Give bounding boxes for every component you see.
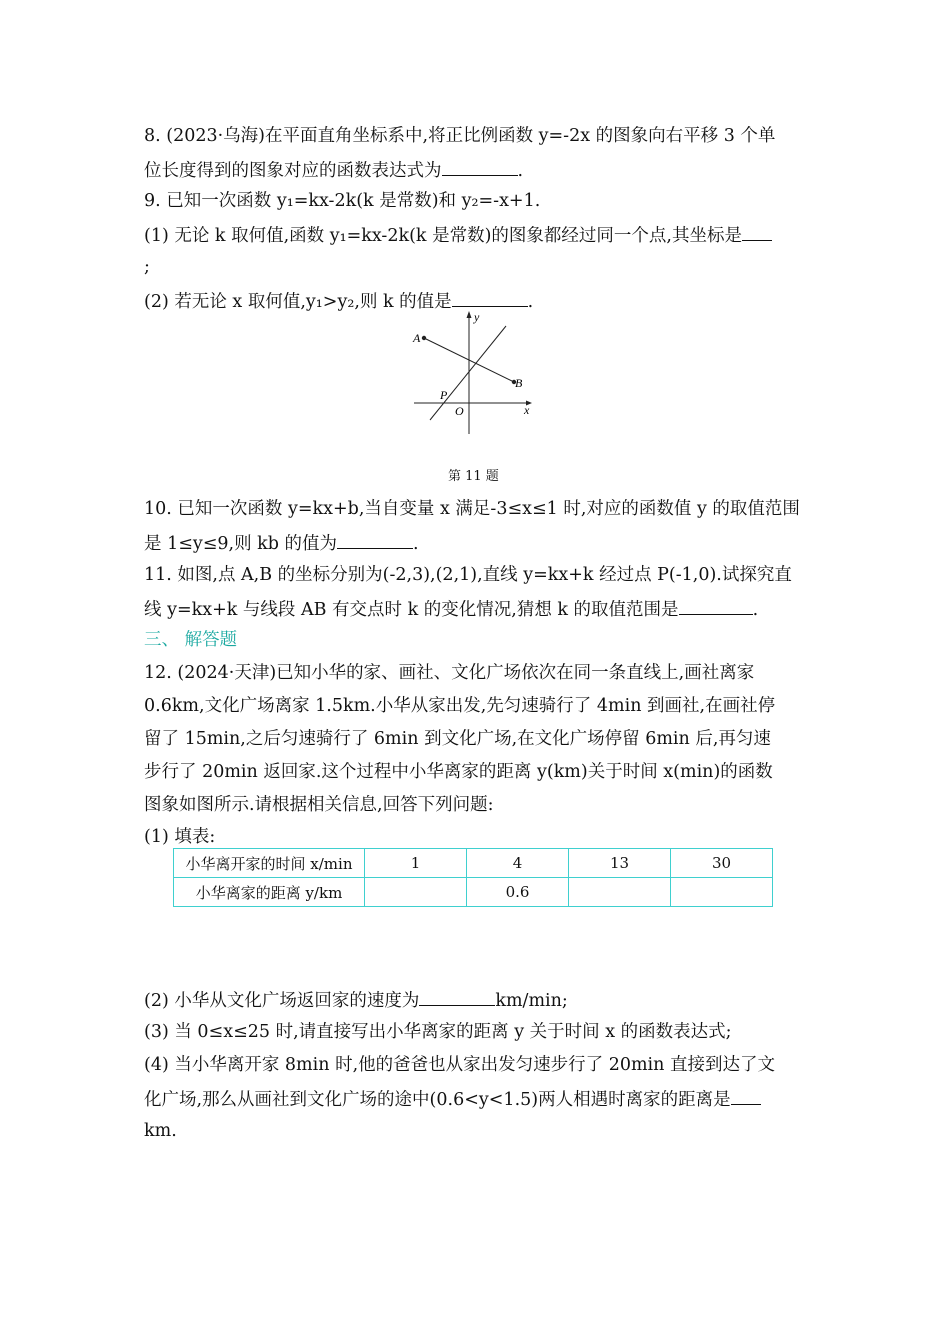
table-cell: 13: [569, 849, 671, 878]
q12-line-4: 步行了 20min 返回家.这个过程中小华离家的距离 y(km)关于时间 x(min)的函数: [144, 762, 773, 782]
table-cell-blank: [365, 878, 467, 907]
table-header-distance: 小华离家的距离 y/km: [174, 878, 365, 907]
q10-end: .: [413, 534, 419, 554]
y-axis-arrow: [467, 311, 472, 318]
q12-line-1: 12. (2024·天津)已知小华的家、画社、文化广场依次在同一条直线上,画社离家: [144, 663, 755, 683]
q12-part-3: (3) 当 0≤x≤25 时,请直接写出小华离家的距离 y 关于时间 x 的函数表达式;: [144, 1022, 732, 1042]
q12-part-4-line-1: (4) 当小华离开家 8min 时,他的爸爸也从家出发匀速步行了 20min 直接到达了文: [144, 1055, 775, 1075]
figure-caption: 第 11 题: [448, 469, 499, 484]
q8-text: 位长度得到的图象对应的函数表达式为: [144, 161, 442, 181]
table-cell-blank: [569, 878, 671, 907]
q9-part-1: [144, 222, 772, 248]
point-a: [422, 336, 426, 340]
q12-line-3: 留了 15min,之后匀速骑行了 6min 到文化广场,在文化广场停留 6min 后,再匀速: [144, 729, 771, 749]
q9-part-1-end: ;: [144, 257, 150, 277]
table-cell: 1: [365, 849, 467, 878]
q12-line-2: 0.6km,文化广场离家 1.5km.小华从家出发,先匀速骑行了 4min 到画社,在画社停: [144, 696, 776, 716]
answer-blank: [442, 157, 518, 176]
q9-part-2-text: (2) 若无论 x 取何值,y₁>y₂,则 k 的值是: [144, 292, 452, 312]
table-header-time: 小华离开家的时间 x/min: [174, 849, 365, 878]
q12-part-2-text: (2) 小华从文化广场返回家的速度为: [144, 991, 420, 1011]
q12-line-5: 图象如图所示.请根据相关信息,回答下列问题:: [144, 795, 494, 815]
q11-text: 线 y=kx+k 与线段 AB 有交点时 k 的变化情况,猜想 k 的取值范围是: [144, 600, 679, 620]
q9-part-2-end: .: [527, 292, 534, 312]
q8-end: .: [517, 161, 524, 181]
table-row: [174, 878, 773, 907]
table-row: [174, 849, 773, 878]
answer-blank: [731, 1086, 761, 1105]
table-cell-blank: [671, 878, 773, 907]
q11-end: .: [752, 600, 759, 620]
q9-part-1-text: (1) 无论 k 取何值,函数 y₁=kx-2k(k 是常数)的图象都经过同一个点,其坐标是: [144, 226, 742, 246]
coordinate-figure: [408, 306, 544, 440]
answer-blank: [337, 530, 413, 549]
table-cell: 0.6: [467, 878, 569, 907]
table-cell: 30: [671, 849, 773, 878]
q12-part-2-unit: km/min;: [495, 991, 568, 1011]
q10-line-2: [144, 530, 419, 556]
answer-blank: [742, 222, 772, 241]
y-axis-label: y: [474, 310, 480, 324]
q12-part-2: [144, 987, 568, 1013]
q10-text: 是 1≤y≤9,则 kb 的值为: [144, 534, 338, 554]
label-o: O: [455, 404, 464, 418]
answer-blank: [419, 987, 495, 1006]
q10-line-1: 10. 已知一次函数 y=kx+b,当自变量 x 满足-3≤x≤1 时,对应的函数值 y 的取值范围: [144, 499, 800, 519]
answer-blank: [452, 288, 528, 307]
q8-line-2: [144, 157, 523, 183]
q9-intro: 9. 已知一次函数 y₁=kx-2k(k 是常数)和 y₂=-x+1.: [144, 191, 541, 211]
q12-part-4-text: 化广场,那么从画社到文化广场的途中(0.6<y<1.5)两人相遇时离家的距离是: [144, 1090, 731, 1110]
q12-part-1: (1) 填表:: [144, 827, 216, 847]
q11-line-2: [144, 596, 758, 622]
label-b: B: [515, 376, 523, 390]
section-heading: 三、 解答题: [144, 630, 238, 650]
answer-blank: [679, 596, 753, 615]
label-a: A: [413, 331, 421, 345]
q12-part-4-line-3: km.: [144, 1121, 177, 1141]
q8-line-1: 8. (2023·乌海)在平面直角坐标系中,将正比例函数 y=-2x 的图象向右平移 3 个单: [144, 126, 776, 146]
q12-part-4-line-2: [144, 1086, 761, 1112]
x-axis-label: x: [524, 403, 530, 417]
label-p: P: [440, 388, 448, 402]
fill-in-table: [173, 848, 773, 907]
table-cell: 4: [467, 849, 569, 878]
q11-line-1: 11. 如图,点 A,B 的坐标分别为(-2,3),(2,1),直线 y=kx+k 经过点 P(-1,0).试探究直: [144, 565, 792, 585]
